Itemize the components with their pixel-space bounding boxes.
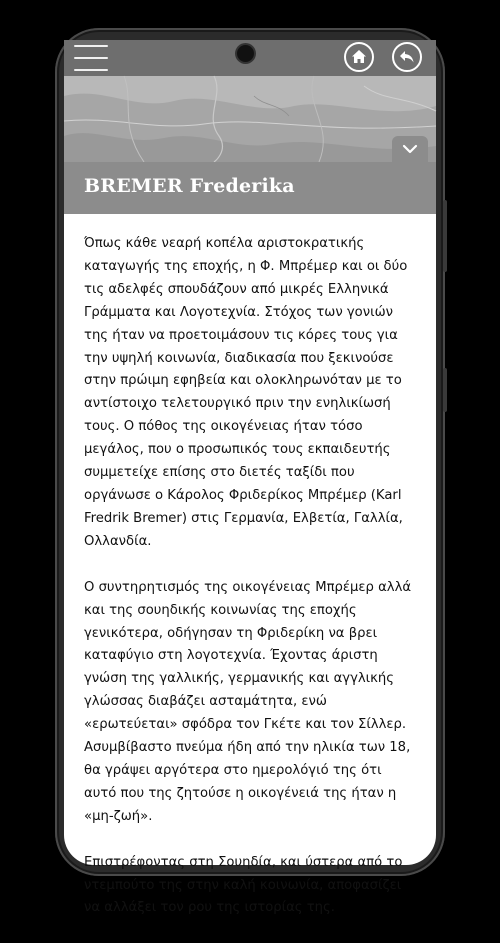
home-button[interactable] — [344, 42, 374, 72]
phone-screen — [64, 40, 436, 916]
back-arrow-icon — [398, 48, 416, 66]
map-banner — [64, 76, 436, 162]
back-button[interactable] — [392, 42, 422, 72]
expand-button[interactable] — [392, 136, 428, 162]
article-paragraph: Επιστρέφοντας στη Σουηδία, και ύστερα από το ντεμπούτο της στην καλή κοινωνία, αποφασίζει να αλλάξει τον ρου της ιστορίας της. — [84, 854, 403, 916]
article-paragraph: Όπως κάθε νεαρή κοπέλα αριστοκρατικής καταγωγής της εποχής, η Φ. Μπρέμερ και οι δύο τις αδελφές σπουδάζουν από μικρές Ελληνικά Γράμματα και Λογοτεχνία. Στόχος των γονιών της ήταν να προετοιμάσουν τις κόρες τους για την υψηλή κοινωνία, διαδικασία που ξεκινούσε στην πρώιμη εφηβεία και ολοκληρωνόταν με το αντίστοιχο τελετουργικό πριν την ενηλικίωσή τους. Ο πόθος της οικογένειας ήταν τόσο μεγάλος, που ο προσωπικός τους εκπαιδευτής συμμετείχε επίσης στο διετές ταξίδι που οργάνωσε ο Κάρολος Φριδερίκος Μπρέμερ (Karl Fredrik Bremer) στις Γερμανία, Ελβετία, Γαλλία, Ολλανδία. — [84, 236, 408, 549]
phone-side-button-lower — [443, 368, 447, 412]
phone-side-button-upper — [443, 200, 447, 272]
front-camera — [237, 45, 254, 62]
home-icon — [350, 48, 368, 66]
article-paragraph: Ο συντηρητισμός της οικογένειας Μπρέμερ αλλά και της σουηδικής κοινωνίας της εποχής γενικότερα, οδήγησαν τη Φριδερίκη να βρει καταφύγιο στη λογοτεχνία. Έχοντας άριστη γνώση της γαλλικής, γερμανικής και αγγλικής γλώσσας διαβάζει ασταμάτητα, ενώ «ερωτεύεται» σφόδρα τον Γκέτε και τον Σίλλερ. Ασυμβίβαστο πνεύμα ήδη από την ηλικία των 18, θα γράψει αργότερα στο ημερολόγιό της ότι αυτό που της ζητούσε η οικογένειά της ήταν η «μη-ζωή». — [84, 579, 412, 824]
article-body — [84, 233, 418, 943]
title-bar — [64, 162, 436, 214]
chevron-down-icon — [402, 144, 418, 154]
page-title: BREMER Frederika — [84, 175, 295, 197]
top-app-bar — [64, 40, 436, 76]
hamburger-menu-icon[interactable] — [74, 45, 108, 71]
